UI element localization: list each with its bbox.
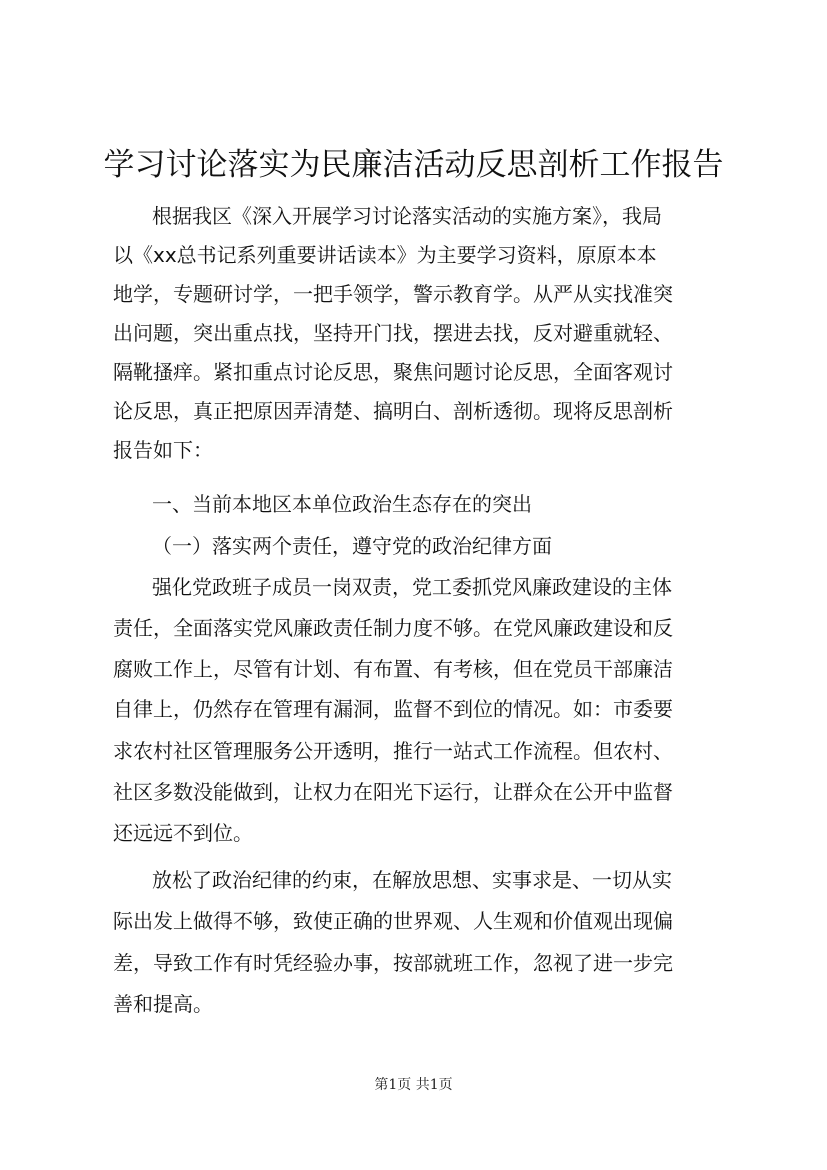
paragraph-line: 差，导致工作有时凭经验办事，按部就班工作，忽视了进一步完 [113,951,673,975]
paragraph-line: 还远远不到位。 [113,821,253,845]
paragraph-line: 地学，专题研讨学，一把手领学，警示教育学。从严从实找准突 [113,282,673,306]
paragraph-line: 责任，全面落实党风廉政责任制力度不够。在党风廉政建设和反 [113,616,673,640]
section-heading: 一、当前本地区本单位政治生态存在的突出 [152,492,532,516]
page-footer: 第1页 共1页 [374,1077,453,1093]
paragraph-line: 出问题，突出重点找，坚持开门找，摆进去找，反对避重就轻、 [113,321,673,345]
document-title: 学习讨论落实为民廉洁活动反思剖析工作报告 [103,147,724,183]
paragraph-line: 善和提高。 [113,992,213,1016]
paragraph-line: 放松了政治纪律的约束，在解放思想、实事求是、一切从实 [152,868,672,892]
paragraph-line: 际出发上做得不够，致使正确的世界观、人生观和价值观出现偏 [113,909,673,933]
paragraph-line: 以《xx总书记系列重要讲话读本》为主要学习资料，原原本本 [113,243,657,267]
paragraph-line: 隔靴搔痒。紧扣重点讨论反思，聚焦问题讨论反思，全面客观讨 [113,360,673,384]
paragraph-line: 社区多数没能做到，让权力在阳光下运行，让群众在公开中监督 [113,780,673,804]
paragraph-line: 求农村社区管理服务公开透明，推行一站式工作流程。但农村、 [113,739,673,763]
paragraph-line: 报告如下： [113,438,213,462]
paragraph-line: 自律上，仍然存在管理有漏洞，监督不到位的情况。如：市委要 [113,697,673,721]
subsection-heading: （一）落实两个责任，遵守党的政治纪律方面 [152,534,552,558]
paragraph-line: 腐败工作上，尽管有计划、有布置、有考核，但在党员干部廉洁 [113,657,673,681]
paragraph-line: 论反思，真正把原因弄清楚、搞明白、剖析透彻。现将反思剖析 [113,399,673,423]
paragraph-line: 根据我区《深入开展学习讨论落实活动的实施方案》，我局 [152,204,662,228]
paragraph-line: 强化党政班子成员一岗双责，党工委抓党风廉政建设的主体 [152,575,672,599]
